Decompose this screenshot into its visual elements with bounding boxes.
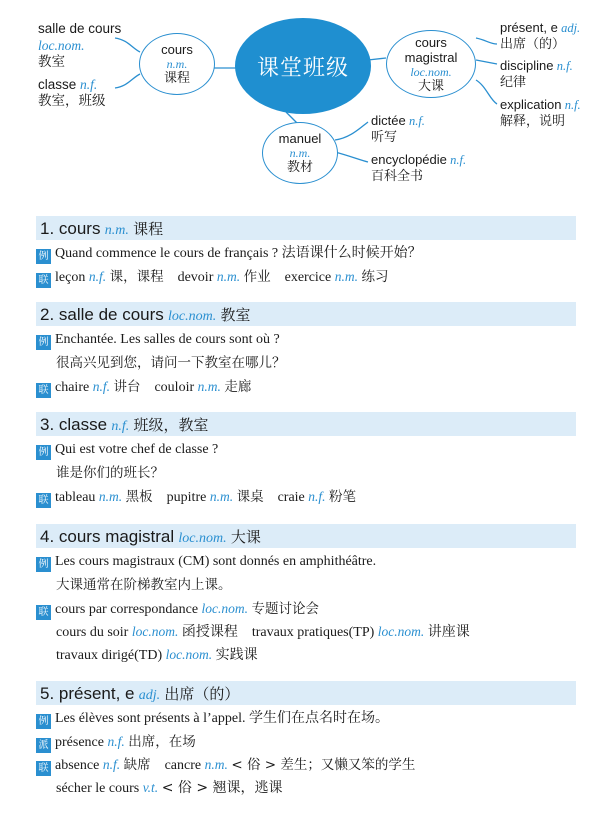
example-tag: 例 [36, 445, 51, 460]
mm-right-1-zh: 出席（的） [500, 37, 566, 52]
mm-bottom-1: dictée n.f. [371, 113, 425, 128]
example-tag: 例 [36, 335, 51, 350]
mm-right-1: présent, e adj. [500, 20, 581, 35]
entry-1-example: 例 Quand commence le cours de français ? 法语课什么时候开始？ [36, 245, 422, 264]
example-tag: 例 [36, 557, 51, 572]
entry-5-header: 5. présent, e adj. 出席（的） [36, 681, 576, 705]
example-tag: 例 [36, 714, 51, 729]
center-topic: 课堂班级 [235, 18, 371, 114]
mm-right-3-zh: 解释，说明 [500, 114, 566, 129]
mm-left-1-pos: loc.nom. [38, 38, 85, 53]
entry-3-example-zh: 谁是你们的班长？ [56, 465, 164, 481]
entry-5-related-2: sécher le cours v.t. < 俗 > 翘课，逃课 [56, 780, 283, 796]
mm-bottom-1-zh: 听写 [371, 130, 398, 145]
bubble-cours-magistral: cours magistral loc.nom. 大课 [386, 30, 476, 98]
derived-tag: 派 [36, 738, 51, 753]
entry-4-related-3: travaux dirigé(TD) loc.nom. 实践课 [56, 647, 258, 663]
related-tag: 联 [36, 273, 51, 288]
related-tag: 联 [36, 383, 51, 398]
mm-left-1-zh: 教室 [38, 54, 65, 70]
related-tag: 联 [36, 761, 51, 776]
entry-2-example-zh: 很高兴见到您，请问一下教室在哪儿？ [56, 355, 286, 371]
bubble-manuel: manuel n.m. 教材 [262, 122, 338, 184]
example-tag: 例 [36, 249, 51, 264]
mm-bottom-2-zh: 百科全书 [371, 169, 424, 184]
entry-4-related-1: 联 cours par correspondance loc.nom. 专题讨论会 [36, 600, 319, 620]
mm-right-3: explication n.f. [500, 97, 581, 112]
mm-right-2: discipline n.f. [500, 58, 573, 73]
entry-1-related: 联 leçon n.f. 课，课程 devoir n.m. 作业 exercice n.m. 练习 [36, 268, 388, 288]
related-tag: 联 [36, 605, 51, 620]
entry-5-derived: 派 présence n.f. 出席，在场 [36, 733, 196, 753]
mm-left-2-zh: 教室，班级 [38, 93, 106, 109]
entry-4-example-zh: 大课通常在阶梯教室内上课。 [56, 577, 232, 593]
mm-left-2-word: classe n.f. [38, 77, 98, 92]
entry-1-header: 1. cours n.m. 课程 [36, 216, 576, 240]
entry-2-related: 联 chaire n.f. 讲台 couloir n.m. 走廊 [36, 378, 251, 398]
entry-5-related-1: 联 absence n.f. 缺席 cancre n.m. < 俗 > 差生；又懒又笨的学生 [36, 756, 415, 776]
entry-3-header: 3. classe n.f. 班级，教室 [36, 412, 576, 436]
mm-left-1-word: salle de cours [38, 21, 122, 36]
entry-3-example: 例 Qui est votre chef de classe ? [36, 441, 218, 460]
entry-2-example: 例 Enchantée. Les salles de cours sont où ? [36, 331, 280, 350]
mm-right-2-zh: 纪律 [500, 75, 527, 90]
entry-2-header: 2. salle de cours loc.nom. 教室 [36, 302, 576, 326]
mm-bottom-2: encyclopédie n.f. [371, 152, 467, 167]
bubble-cours: cours n.m. 课程 [139, 33, 215, 95]
entry-3-related: 联 tableau n.m. 黑板 pupitre n.m. 课桌 craie n.f. 粉笔 [36, 488, 356, 508]
entry-4-related-2: cours du soir loc.nom. 函授课程 travaux pratiques(TP) loc.nom. 讲座课 [56, 624, 470, 640]
entry-4-example: 例 Les cours magistraux (CM) sont donnés en amphithéâtre. [36, 553, 376, 572]
related-tag: 联 [36, 493, 51, 508]
entry-4-header: 4. cours magistral loc.nom. 大课 [36, 524, 576, 548]
entry-5-example: 例 Les élèves sont présents à l’appel. 学生们在点名时在场。 [36, 710, 389, 729]
